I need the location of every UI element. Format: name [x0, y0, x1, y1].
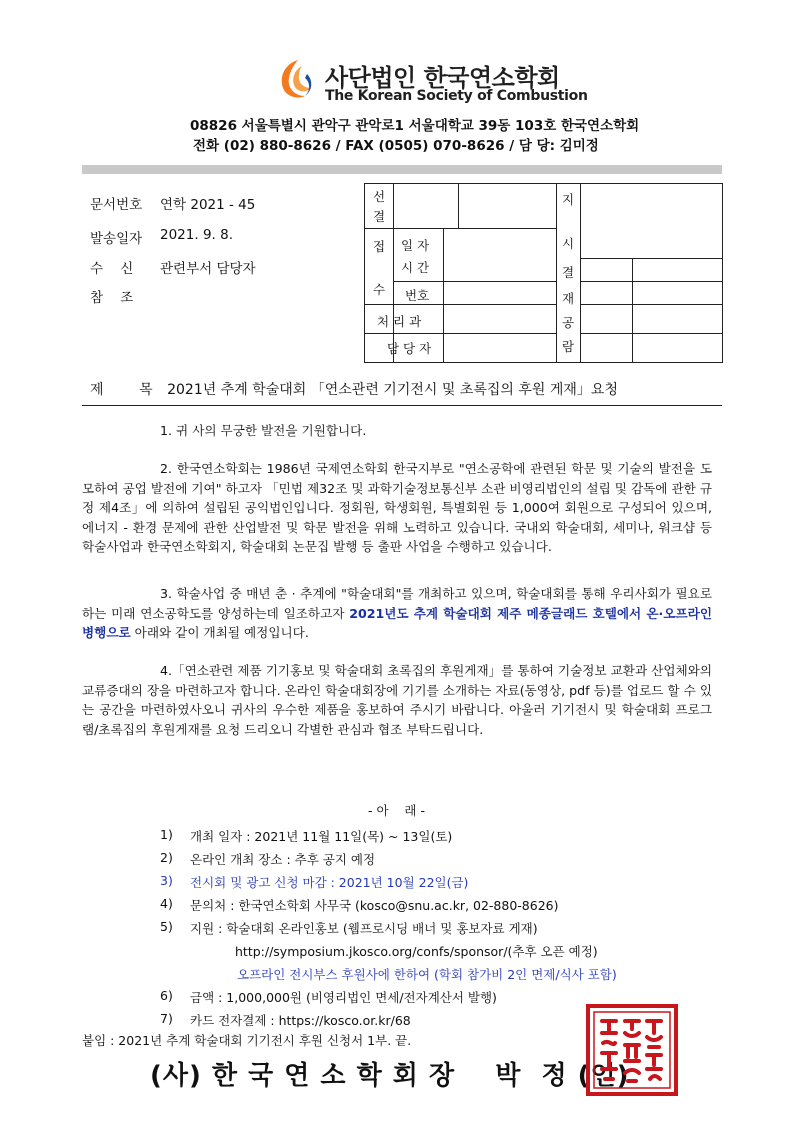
ram-label: 람	[562, 339, 575, 354]
org-name-english: The Korean Society of Combustion	[325, 88, 588, 104]
time-label: 시 간	[401, 260, 430, 275]
header-divider	[82, 165, 722, 174]
org-address: 08826 서울특별시 관악구 관악로1 서울대학교 39동 103호 한국연소학회	[190, 118, 640, 134]
recipient-label: 수 신	[90, 261, 134, 277]
send-date-label: 발송일자	[90, 231, 143, 247]
org-contact: 전화 (02) 880-8626 / FAX (0505) 070-8626 / 담 당: 김미정	[193, 138, 599, 154]
item-1-text: 개최 일자 : 2021년 11월 11일(목) ~ 13일(토)	[190, 829, 453, 844]
item-2-text: 온라인 개최 장소 : 추후 공지 예정	[190, 852, 376, 867]
item-5-offline-note: 오프라인 전시부스 후원사에 한하여 (학회 참가비 2인 면제/식사 포함)	[237, 967, 617, 982]
number-label: 번호	[405, 288, 430, 303]
society-logo-icon	[277, 58, 319, 100]
notice-title: - 아 래 -	[367, 803, 425, 818]
item-7-number: 7)	[160, 1011, 173, 1026]
subject-divider	[82, 405, 722, 406]
item-5-text: 지원 : 학술대회 온라인홍보 (웹프로시딩 배너 및 홍보자료 게재)	[190, 921, 538, 936]
gyeol-side-label: 결	[562, 265, 575, 280]
attachment-note: 붙임 : 2021년 추계 학술대회 기기전시 후원 신청서 1부. 끝.	[82, 1033, 412, 1048]
paragraph-3	[82, 584, 712, 643]
gong-label: 공	[562, 315, 575, 330]
subject-text: 2021년 추계 학술대회 「연소관련 기기전시 및 초록집의 후원 게재」요청	[167, 382, 618, 398]
item-5-number: 5)	[160, 919, 173, 934]
paragraph-3-part-a: 3. 학술사업 중 매년 춘 · 추계에 "학술대회"를 개최하고 있으며, 학술대회를 통해 우리사회가 필요로 하는 미래 연소공학도를 양성하는데 일조하고자	[82, 586, 712, 621]
jeop-label-1: 접	[373, 239, 386, 254]
recipient-value: 관련부서 담당자	[160, 261, 256, 277]
item-7-text: 카드 전자결제 : https://kosco.or.kr/68	[190, 1013, 411, 1028]
sponsor-url-link[interactable]: http://symposium.jkosco.org/confs/sponsor/(추후 오픈 예정)	[235, 944, 598, 959]
item-4-text: 문의처 : 한국연소학회 사무국 (kosco@snu.ac.kr, 02-880-8626)	[190, 898, 559, 913]
send-date-value: 2021. 9. 8.	[160, 227, 233, 243]
doc-number-label: 문서번호	[90, 197, 143, 213]
gyeol-label-1: 선	[373, 189, 386, 204]
si-label: 시	[562, 236, 575, 251]
item-1-number: 1)	[160, 827, 173, 842]
item-3-text: 전시회 및 광고 신청 마감 : 2021년 10월 22일(금)	[190, 875, 469, 890]
paragraph-3-highlight: 2021년도 추계 학술대회 제주 메종글래드 호텔에서 온·오프라인 병행으로	[82, 605, 712, 640]
person-in-charge-label: 담 당 자	[387, 341, 432, 356]
ji-label: 지	[562, 192, 575, 207]
item-4-number: 4)	[160, 896, 173, 911]
item-2-number: 2)	[160, 850, 173, 865]
paragraph-1: 1. 귀 사의 무궁한 발전을 기원합니다.	[160, 423, 367, 438]
item-3-number: 3)	[160, 873, 173, 888]
official-seal-icon	[585, 1003, 679, 1097]
org-name-korean: 사단법인 한국연소학회	[325, 64, 560, 92]
subject-label: 제 목	[90, 382, 153, 398]
jae-label: 재	[562, 291, 575, 306]
paragraph-4: 4.「연소관련 제품 기기홍보 및 학술대회 초록집의 후원게재」를 통하여 기술정보 교환과 산업체와의 교류증대의 장을 마련하고자 합니다. 온라인 학술대회장에 기기를 소개하는 자료(동영상, pdf 등)를 업로드 할 수 있는 공간을 마련하였사오니 귀사의 우수한 제품을 홍보하여 주시기 바랍니다. 아울러 기기전시 및 학술대회 프로그램/초록집의 후원게재를 요청 드리오니 각별한 관심과 협조 부탁드립니다.	[82, 663, 712, 737]
doc-number-value: 연학 2021 - 45	[160, 197, 256, 213]
gyeol-label-2: 결	[373, 209, 386, 224]
item-6-number: 6)	[160, 988, 173, 1003]
approval-table	[364, 183, 723, 363]
jeop-label-2: 수	[373, 282, 386, 297]
date-label: 일 자	[401, 238, 430, 253]
item-6-text: 금액 : 1,000,000원 (비영리법인 면세/전자계산서 발행)	[190, 990, 497, 1005]
processing-dept-label: 처 리 과	[377, 314, 422, 329]
subject-line	[90, 379, 618, 399]
signer-line: (사) 한 국 연 소 학 회 장 박 정 (인)	[150, 1061, 630, 1091]
paragraph-3-part-b: 아래와 같이 개최될 예정입니다.	[130, 625, 309, 640]
paragraph-2: 2. 한국연소학회는 1986년 국제연소학회 한국지부로 "연소공학에 관련된 학문 및 기술의 발전을 도모하여 공업 발전에 기여" 하고자 「민법 제32조 및 과학기술정보통신부 소관 비영리법인의 설립 및 감독에 관한 규정 제4조」에 의하여 설립된 공익법인입니다. 정회원, 학생회원, 특별회원 등 1,000여 회원으로 구성되어 있으며, 에너지 - 환경 문제에 관한 산업발전 및 학문 발전을 위해 노력하고 있습니다. 국내외 학술대회, 세미나, 워크샵 등 학술사업과 한국연소학회지, 학술대회 논문집 발행 등 출판 사업을 수행하고 있습니다.	[82, 461, 712, 554]
reference-label: 참 조	[90, 290, 134, 306]
